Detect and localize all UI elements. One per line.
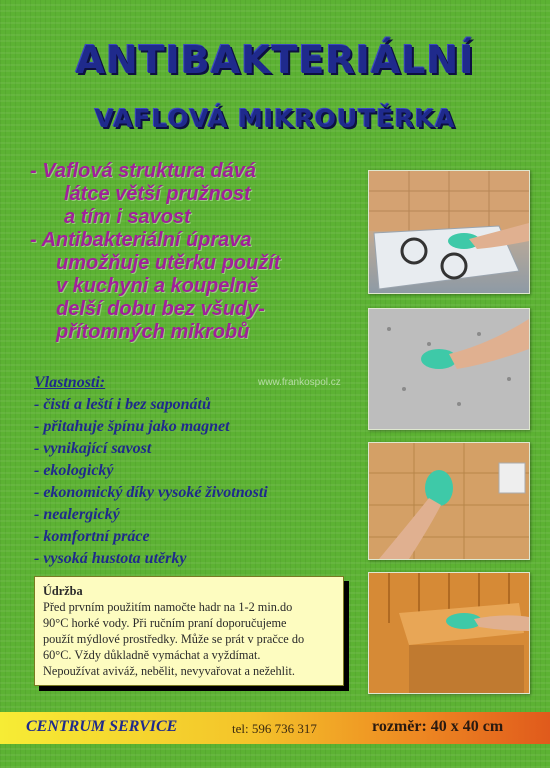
- property-item: - komfortní práce: [34, 528, 150, 545]
- maintenance-line: 90°C horké vody. Při ručním praní doporučujeme: [43, 616, 287, 630]
- property-item: - nealergický: [34, 506, 120, 523]
- maintenance-line: 60°C. Vždy důkladně vymáchat a vyždímat.: [43, 648, 261, 662]
- maintenance-line: Před prvním použitím namočte hadr na 1-2 min.do: [43, 600, 293, 614]
- property-item: - ekonomický díky vysoké životnosti: [34, 484, 268, 501]
- feature-line: umožňuje utěrku použít: [56, 252, 281, 274]
- company-name: CENTRUM SERVICE: [26, 718, 178, 735]
- property-item: - vysoká hustota utěrky: [34, 550, 187, 567]
- title: ANTIBAKTERIÁLNÍ: [75, 38, 475, 82]
- photo-furniture-cleaning: [368, 572, 530, 694]
- maintenance-heading: Údržba: [43, 584, 83, 598]
- properties-heading: Vlastnosti:: [34, 374, 106, 391]
- feature-line: látce větší pružnost: [64, 183, 251, 205]
- feature-line: v kuchyni a koupelně: [56, 275, 259, 297]
- property-item: - čistí a leští i bez saponátů: [34, 396, 211, 413]
- property-item: - přitahuje špínu jako magnet: [34, 418, 230, 435]
- photo-counter-cleaning: [368, 308, 530, 430]
- feature-line: a tím i savost: [64, 206, 191, 228]
- properties-list: [34, 372, 364, 570]
- photo-tile-cleaning: [368, 442, 530, 560]
- property-item: - vynikající savost: [34, 440, 152, 457]
- phone-number: tel: 596 736 317: [232, 721, 317, 736]
- subtitle: VAFLOVÁ MIKROUTĚRKA: [94, 104, 456, 133]
- maintenance-line: použít mýdlové prostředky. Může se prát v pračce do: [43, 632, 305, 646]
- maintenance-line: Nepoužívat aviváž, nebělit, nevyvařovat a nežehlit.: [43, 664, 295, 678]
- features-text: [30, 160, 370, 344]
- feature-line: delší dobu bez všudy-: [56, 298, 265, 320]
- feature-line: - Antibakteriální úprava: [30, 229, 252, 251]
- feature-line: přítomných mikrobů: [56, 321, 250, 343]
- watermark-text: www.frankospol.cz: [258, 377, 341, 388]
- property-item: - ekologický: [34, 462, 114, 479]
- maintenance-box: [34, 576, 344, 686]
- photo-stove-cleaning: [368, 170, 530, 294]
- feature-line: - Vaflová struktura dává: [30, 160, 257, 182]
- product-size: rozměr: 40 x 40 cm: [372, 718, 504, 735]
- footer-bar: [0, 712, 550, 744]
